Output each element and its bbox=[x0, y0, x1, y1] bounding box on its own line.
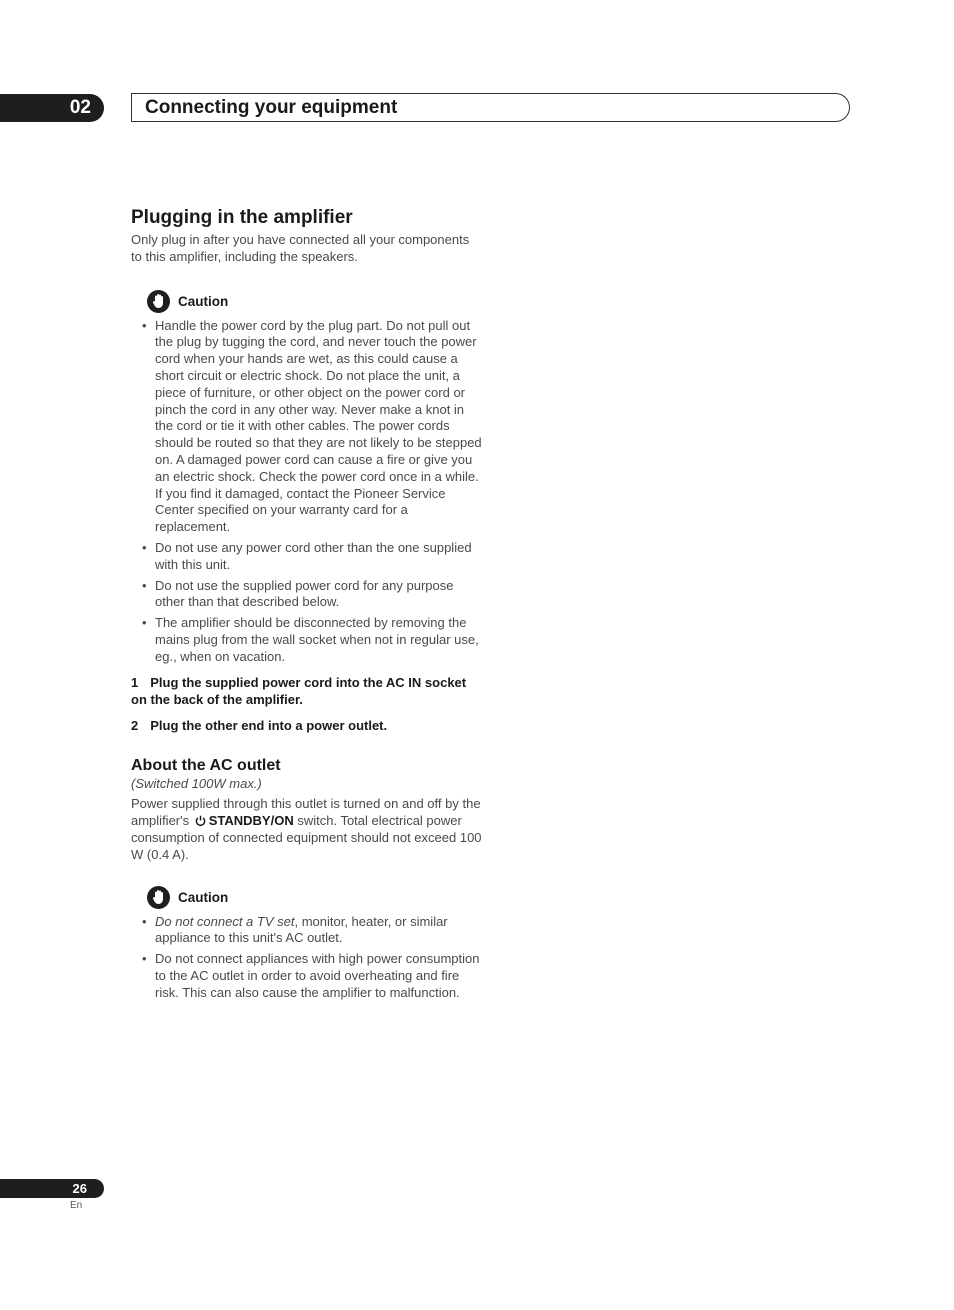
caution-label: Caution bbox=[178, 293, 229, 309]
body-text-2: switch. Total electrical power consumption of connected equipment should not exceed 100 W (0.4 A). bbox=[131, 813, 482, 862]
step-number: 1 bbox=[131, 674, 139, 690]
list-item bbox=[131, 914, 483, 948]
ac-outlet-body bbox=[131, 796, 483, 863]
content-column bbox=[131, 206, 483, 1002]
chapter-number-tab bbox=[0, 94, 104, 122]
section-title-ac-outlet: About the AC outlet bbox=[131, 756, 281, 774]
caution-hand-icon bbox=[147, 290, 170, 313]
page-number: 26 bbox=[72, 1181, 87, 1196]
list-item: • Do not use the supplied power cord for any purpose other than that described below. bbox=[131, 578, 483, 612]
section-subtitle: (Switched 100W max.) bbox=[131, 775, 262, 791]
step-text: Plug the other end into a power outlet. bbox=[150, 717, 388, 733]
bullet-italic-text: Do not connect a TV set bbox=[155, 913, 295, 929]
step-text: Plug the supplied power cord into the AC IN socket on the back of the amplifier. bbox=[131, 674, 467, 707]
step-1 bbox=[131, 674, 483, 708]
chapter-number: 02 bbox=[69, 97, 91, 118]
caution-list-2 bbox=[131, 914, 483, 1002]
page-language: En bbox=[70, 1200, 83, 1211]
step-2 bbox=[131, 717, 483, 734]
body-text-1: Power supplied through this outlet is turned on and off by the amplifier's bbox=[131, 796, 481, 829]
standby-power-icon bbox=[195, 815, 206, 826]
list-item: • Handle the power cord by the plug part. Do not pull out the plug by tugging the cord, and never touch the power cord when your hands are wet, as this could cause a short circuit or electric shock. Do not place the unit, a piece of furniture, or other object on the power cord or pinch the cord in any other way. Never make a knot in the cord or tie it with other cables. The power cords should be routed so that they are not likely to be stepped on. A damaged power cord can cause a fire or give you an electric shock. Check the power cord once in a while. If you find it damaged, contact the Pioneer Service Center specified on your warranty card for a replacement. bbox=[131, 318, 483, 536]
list-item: • The amplifier should be disconnected by removing the mains plug from the wall socket when not in regular use, eg., when on vacation. bbox=[131, 615, 483, 665]
section-intro: Only plug in after you have connected all your components to this amplifier, including the speakers. bbox=[131, 232, 470, 264]
caution-label: Caution bbox=[178, 889, 229, 905]
section-title-plugging: Plugging in the amplifier bbox=[131, 207, 353, 228]
step-number: 2 bbox=[131, 717, 139, 733]
caution-heading bbox=[147, 290, 483, 313]
caution-list bbox=[131, 318, 483, 666]
caution-heading-2 bbox=[147, 886, 483, 909]
page-number-tab bbox=[0, 1179, 104, 1198]
bullet-text: , monitor, heater, or similar appliance to this unit's AC outlet. bbox=[155, 913, 448, 946]
list-item: • Do not use any power cord other than the one supplied with this unit. bbox=[131, 540, 483, 574]
chapter-title-bar bbox=[131, 93, 850, 122]
chapter-title: Connecting your equipment bbox=[145, 96, 398, 118]
standby-label: STANDBY/ON bbox=[208, 813, 294, 829]
list-item: • Do not connect appliances with high power consumption to the AC outlet in order to avoid overheating and fire risk. This can also cause the amplifier to malfunction. bbox=[131, 951, 483, 1001]
caution-hand-icon bbox=[147, 886, 170, 909]
